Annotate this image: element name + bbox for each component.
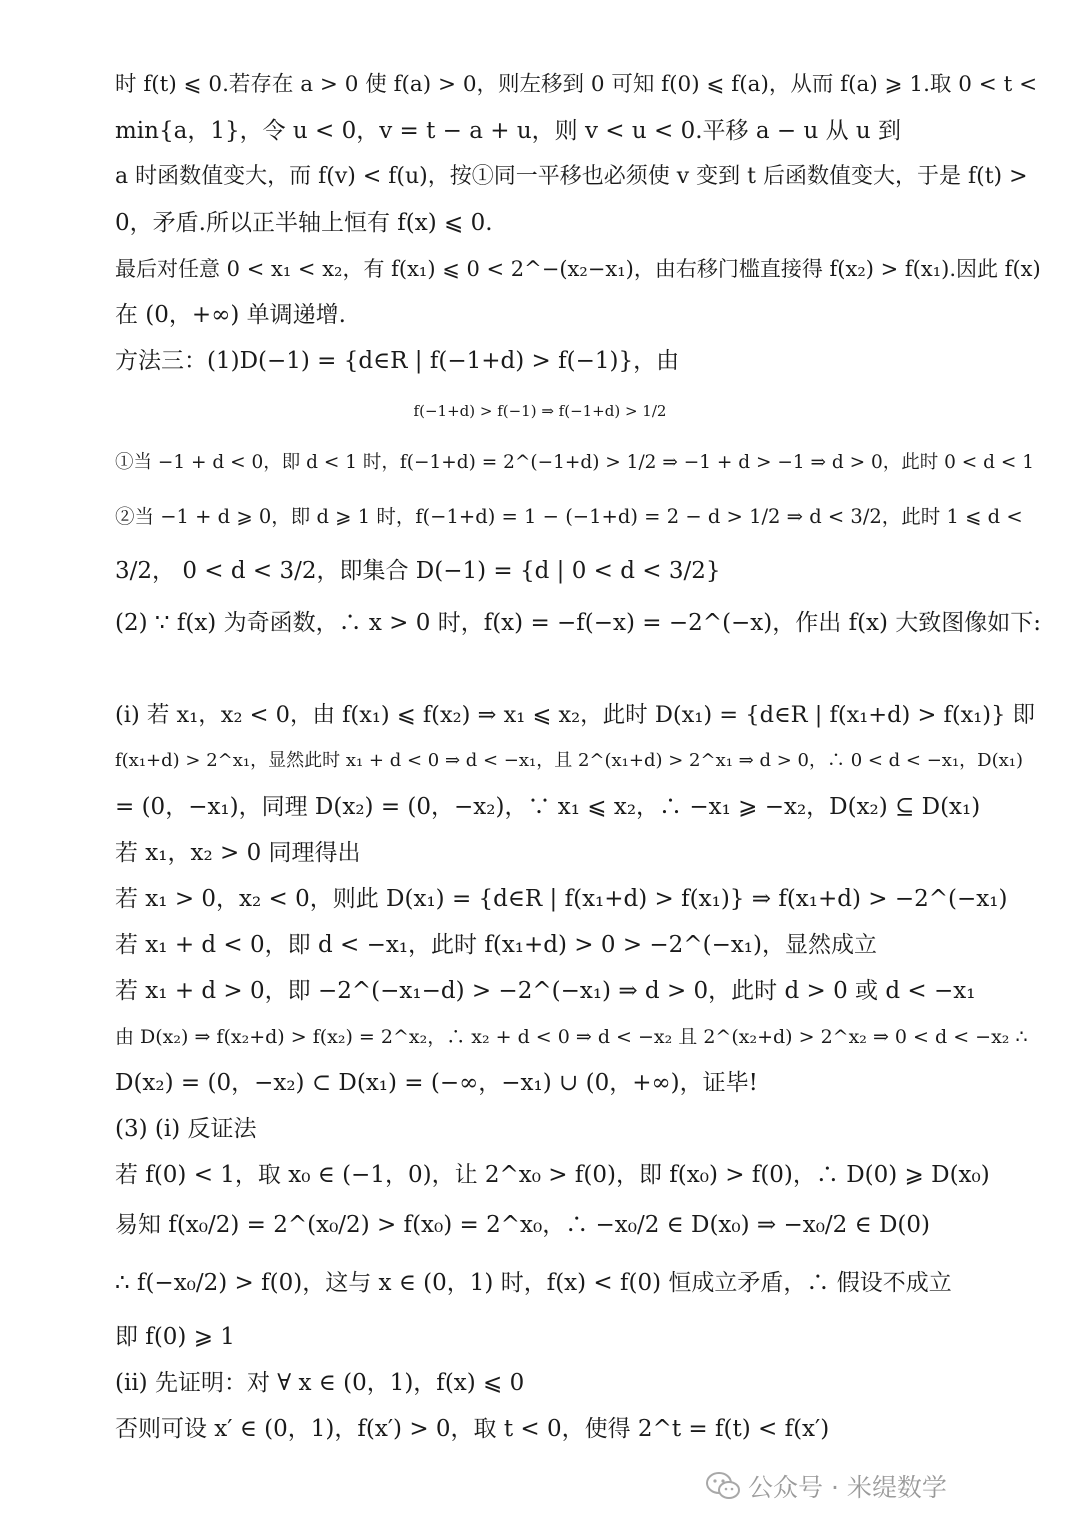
watermark-text: 公众号 · 米缇数学	[748, 1473, 947, 1502]
text-line: 在 (0，+∞) 单调递增.	[115, 302, 346, 328]
wechat-icon	[706, 1471, 740, 1501]
text-line: = (0，−x₁)，同理 D(x₂) = (0，−x₂)，∵ x₁ ⩽ x₂，∴ −x₁ ⩾ −x₂，D(x₂) ⊆ D(x₁)	[115, 794, 981, 820]
text-line: 0，矛盾.所以正半轴上恒有 f(x) ⩽ 0.	[115, 210, 493, 236]
text-line: 若 x₁ + d > 0，即 −2^(−x₁−d) > −2^(−x₁) ⇒ d > 0，此时 d > 0 或 d < −x₁	[115, 978, 976, 1004]
watermark	[706, 1468, 947, 1504]
text-line: 最后对任意 0 < x₁ < x₂，有 f(x₁) ⩽ 0 < 2^−(x₂−x₁)，由右移门槛直接得 f(x₂) > f(x₁).因此 f(x)	[115, 257, 1041, 281]
text-line: D(x₂) = (0，−x₂) ⊂ D(x₁) = (−∞，−x₁) ∪ (0，+∞)，证毕!	[115, 1070, 758, 1096]
text-line: 若 x₁，x₂ > 0 同理得出	[115, 840, 361, 866]
text-line: (3) (i) 反证法	[115, 1116, 257, 1142]
text-line: 时 f(t) ⩽ 0.若存在 a > 0 使 f(a) > 0，则左移到 0 可知 f(0) ⩽ f(a)，从而 f(a) ⩾ 1.取 0 < t <	[115, 72, 1038, 97]
text-line: 否则可设 x′ ∈ (0，1)，f(x′) > 0，取 t < 0，使得 2^t = f(t) < f(x′)	[115, 1416, 830, 1442]
text-line: 由 D(x₂) ⇒ f(x₂+d) > f(x₂) = 2^x₂，∴ x₂ + d < 0 ⇒ d < −x₂ 且 2^(x₂+d) > 2^x₂ ⇒ 0 < d < −x₂ ∴	[115, 1026, 1028, 1048]
text-line: ②当 −1 + d ⩾ 0，即 d ⩾ 1 时，f(−1+d) = 1 − (−1+d) = 2 − d > 1/2 ⇒ d < 3/2，此时 1 ⩽ d <	[115, 505, 1023, 528]
display-equation: f(−1+d) > f(−1) ⇒ f(−1+d) > 1/2	[413, 402, 667, 420]
text-line: 若 x₁ > 0，x₂ < 0，则此 D(x₁) = {d∈R | f(x₁+d) > f(x₁)} ⇒ f(x₁+d) > −2^(−x₁)	[115, 886, 1008, 912]
text-line: (ii) 先证明：对 ∀ x ∈ (0，1)，f(x) ⩽ 0	[115, 1370, 525, 1396]
text-line: a 时函数值变大，而 f(v) < f(u)，按①同一平移也必须使 v 变到 t 后函数值变大，于是 f(t) >	[115, 164, 1028, 189]
text-line: (2) ∵ f(x) 为奇函数，∴ x > 0 时，f(x) = −f(−x) = −2^(−x)，作出 f(x) 大致图像如下:	[115, 610, 1042, 636]
text-line: f(x₁+d) > 2^x₁，显然此时 x₁ + d < 0 ⇒ d < −x₁，且 2^(x₁+d) > 2^x₁ ⇒ d > 0，∴ 0 < d < −x₁，D(x₁)	[115, 750, 1024, 771]
text-line: 3/2， 0 < d < 3/2，即集合 D(−1) = {d | 0 < d < 3/2}	[115, 558, 721, 584]
text-line: 方法三：(1)D(−1) = {d∈R | f(−1+d) > f(−1)}，由	[115, 348, 680, 374]
text-line: 若 x₁ + d < 0，即 d < −x₁，此时 f(x₁+d) > 0 > −2^(−x₁)，显然成立	[115, 932, 877, 958]
text-line: 易知 f(x₀/2) = 2^(x₀/2) > f(x₀) = 2^x₀，∴ −x₀/2 ∈ D(x₀) ⇒ −x₀/2 ∈ D(0)	[115, 1212, 930, 1238]
text-line: min{a，1}，令 u < 0，v = t − a + u，则 v < u < 0.平移 a − u 从 u 到	[115, 118, 902, 144]
text-line: 若 f(0) < 1，取 x₀ ∈ (−1，0)，让 2^x₀ > f(0)，即 f(x₀) > f(0)，∴ D(0) ⩾ D(x₀)	[115, 1162, 990, 1188]
text-line: 即 f(0) ⩾ 1	[115, 1324, 235, 1350]
text-line: ∴ f(−x₀/2) > f(0)，这与 x ∈ (0，1) 时，f(x) < f(0) 恒成立矛盾，∴ 假设不成立	[115, 1270, 952, 1296]
text-line: (i) 若 x₁，x₂ < 0，由 f(x₁) ⩽ f(x₂) ⇒ x₁ ⩽ x₂，此时 D(x₁) = {d∈R | f(x₁+d) > f(x₁)} 即	[115, 702, 1036, 728]
text-line: ①当 −1 + d < 0，即 d < 1 时，f(−1+d) = 2^(−1+d) > 1/2 ⇒ −1 + d > −1 ⇒ d > 0，此时 0 < d < 1	[115, 452, 1035, 473]
